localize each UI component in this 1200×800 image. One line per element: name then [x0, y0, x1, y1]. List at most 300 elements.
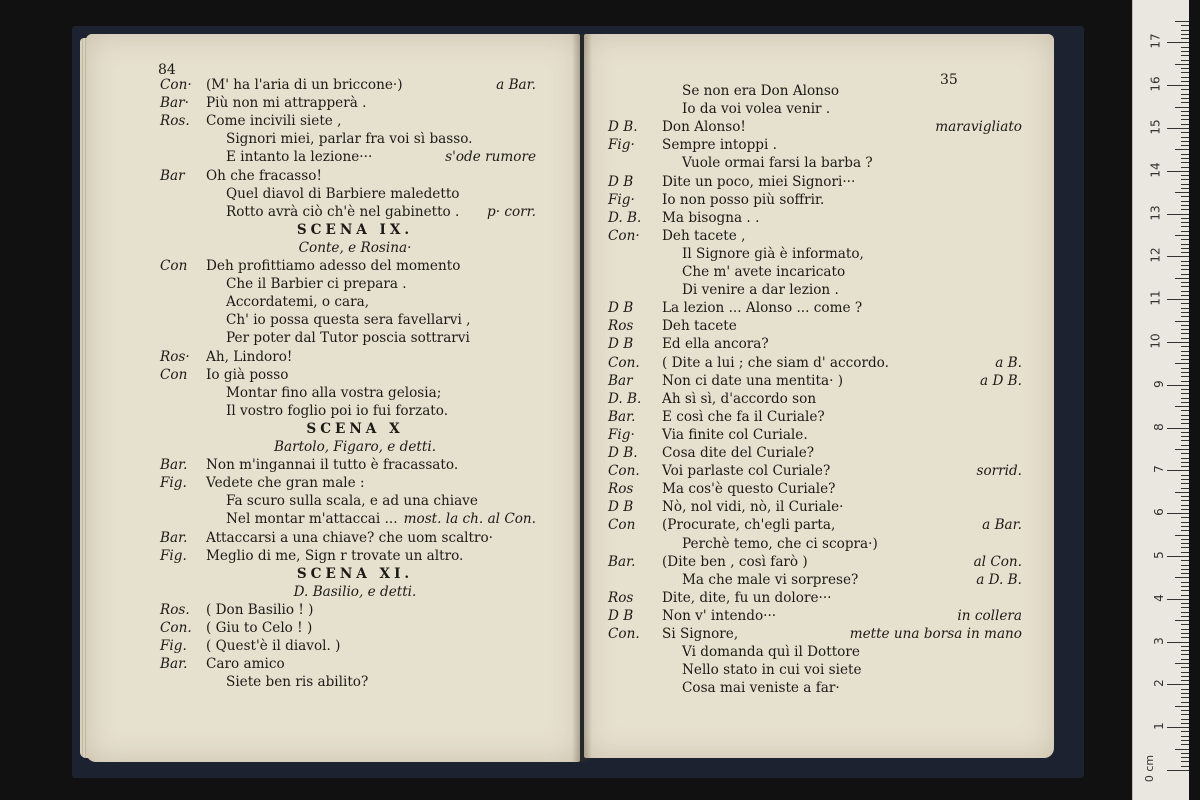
ruler-tick: [1167, 684, 1189, 685]
ruler-tick: [1167, 727, 1189, 728]
right_page-line: [608, 643, 860, 661]
ruler-tick: [1181, 689, 1189, 690]
ruler-tick: [1181, 654, 1189, 655]
ruler-tick: [1181, 637, 1189, 638]
ruler-tick: [1181, 714, 1189, 715]
ruler-tick: [1181, 445, 1189, 446]
speaker-label: Bar.: [160, 457, 188, 474]
ruler-tick: [1175, 535, 1189, 536]
dialogue-text: Attaccarsi a una chiave? che uom scaltro·: [206, 529, 493, 546]
dialogue-text: Ma cos'è questo Curiale?: [662, 481, 836, 498]
right_page-line: [608, 281, 839, 299]
speaker-label: Fig.: [160, 547, 187, 564]
ruler-tick: [1181, 239, 1189, 240]
stage-direction: a D B.: [980, 372, 1022, 389]
ruler-tick: [1181, 291, 1189, 292]
dialogue-text: E così che fa il Curiale?: [662, 408, 825, 425]
ruler-tick: [1181, 607, 1189, 608]
speaker-label: Ros: [608, 589, 634, 606]
ruler-tick: [1175, 235, 1189, 236]
ruler-tick: [1167, 513, 1189, 514]
speaker-label: Con.: [608, 463, 640, 480]
speaker-label: Con·: [160, 77, 192, 93]
ruler-tick: [1175, 406, 1189, 407]
ruler-number: 6: [1152, 508, 1167, 517]
ruler-tick: [1181, 624, 1189, 625]
right_page-line: [608, 227, 745, 245]
ruler-tick: [1181, 719, 1189, 720]
dialogue-text: E intanto la lezione···: [226, 149, 373, 166]
ruler-tick: [1181, 179, 1189, 180]
ruler-tick: [1181, 466, 1189, 467]
speaker-label: Con.: [608, 626, 640, 642]
ruler-tick: [1175, 192, 1189, 193]
left_page-line: [160, 529, 493, 547]
ruler-tick: [1181, 231, 1189, 232]
dialogue-text: Rotto avrà ciò ch'è nel gabinetto .: [226, 203, 460, 220]
ruler-tick: [1181, 398, 1189, 399]
ruler-tick: [1167, 770, 1189, 771]
ruler-tick: [1181, 603, 1189, 604]
ruler-tick: [1181, 500, 1189, 501]
ruler-tick: [1181, 94, 1189, 95]
stage-direction: a Bar.: [496, 77, 536, 93]
dialogue-text: Più non mi attrapperà .: [206, 95, 367, 112]
stage-direction: a B.: [995, 354, 1022, 371]
right_page-line: [608, 571, 858, 589]
dialogue-text: Ch' io possa questa sera favellarvi ,: [226, 312, 471, 329]
right_page-line: [608, 661, 862, 679]
dialogue-text: Cosa dite del Curiale?: [662, 445, 815, 461]
ruler-tick: [1181, 154, 1189, 155]
ruler-tick: [1175, 363, 1189, 364]
ruler-tick: [1181, 723, 1189, 724]
dialogue-text: Vedete che gran male :: [206, 475, 365, 492]
speaker-label: Ros: [608, 481, 634, 498]
dialogue-text: Meglio di me, Sign r trovate un altro.: [206, 547, 464, 564]
speaker-label: D B: [608, 336, 634, 353]
book-gutter: [572, 34, 592, 762]
ruler-number: 5: [1152, 551, 1167, 559]
left_page-line: [160, 384, 441, 402]
speaker-label: Con: [160, 258, 188, 274]
right_page-line: [608, 535, 878, 553]
left_page-line: [160, 510, 398, 528]
dialogue-text: Deh tacete: [662, 318, 737, 335]
ruler-tick: [1175, 107, 1189, 108]
ruler-tick: [1167, 256, 1189, 257]
ruler-tick: [1181, 547, 1189, 548]
ruler-number: 17: [1148, 33, 1163, 50]
dialogue-text: Deh tacete ,: [662, 227, 746, 244]
dialogue-text: Don Alonso!: [662, 119, 746, 136]
ruler-tick: [1181, 526, 1189, 527]
ruler-tick: [1181, 629, 1189, 630]
ruler-tick: [1181, 269, 1189, 270]
ruler-tick: [1181, 573, 1189, 574]
ruler-tick: [1175, 321, 1189, 322]
ruler-tick: [1181, 102, 1189, 103]
ruler-tick: [1181, 124, 1189, 125]
dialogue-text: Quel diavol di Barbiere maledetto: [226, 185, 460, 202]
ruler-tick: [1181, 633, 1189, 634]
ruler-tick: [1181, 517, 1189, 518]
dialogue-text: Cosa mai veniste a far·: [682, 680, 840, 697]
right_page-line: [608, 498, 843, 516]
scene-heading: SCENA XI.: [296, 565, 414, 582]
ruler-tick: [1181, 60, 1189, 61]
right_page-line: [608, 245, 864, 263]
ruler-tick: [1175, 577, 1189, 578]
ruler-tick: [1181, 188, 1189, 189]
ruler-tick: [1181, 68, 1189, 69]
dialogue-text: Che m' avete incaricato: [682, 264, 846, 280]
dialogue-text: Deh profittiamo adesso del momento: [206, 258, 461, 274]
dialogue-text: Ma che male vi sorprese?: [682, 571, 859, 588]
ruler-tick: [1181, 676, 1189, 677]
stage-direction: most. la ch. al Con.: [403, 511, 536, 528]
ruler-unit-label: 0 cm: [1142, 754, 1156, 783]
ruler-tick: [1181, 316, 1189, 317]
speaker-label: D. B.: [608, 390, 642, 407]
dialogue-text: Io già posso: [206, 366, 289, 383]
ruler-tick: [1167, 171, 1189, 172]
ruler-tick: [1167, 599, 1189, 600]
ruler-tick: [1181, 483, 1189, 484]
left_page-line: [160, 492, 478, 510]
ruler-tick: [1181, 389, 1189, 390]
ruler-tick: [1181, 667, 1189, 668]
right_page-line: [608, 317, 737, 335]
speaker-label: D B: [608, 300, 634, 317]
ruler-number: 11: [1148, 290, 1163, 306]
ruler-tick: [1181, 218, 1189, 219]
speaker-label: D B: [608, 607, 634, 624]
right_page-line: [608, 372, 843, 390]
ruler-tick: [1181, 410, 1189, 411]
left_page-line: [160, 112, 341, 130]
dialogue-text: Non m'ingannai il tutto è fracassato.: [206, 457, 459, 474]
scene-heading: SCENA IX.: [296, 221, 414, 238]
left_page-line: [160, 257, 460, 275]
stage-direction: a Bar.: [982, 517, 1022, 534]
ruler-tick: [1181, 432, 1189, 433]
right_page-line: [608, 390, 816, 408]
right_page-line: [608, 462, 830, 480]
left_page-line: [160, 673, 368, 691]
left_page-line: [160, 203, 459, 221]
ruler-tick: [1181, 252, 1189, 253]
left_page-line: [160, 221, 550, 239]
stage-direction: mette una borsa in mano: [849, 626, 1022, 642]
ruler-tick: [1181, 753, 1189, 754]
ruler-tick: [1181, 119, 1189, 120]
dialogue-text: Io non posso più soffrir.: [662, 191, 825, 208]
left_page-line: [160, 76, 403, 94]
ruler-tick: [1181, 646, 1189, 647]
ruler-tick: [1181, 359, 1189, 360]
ruler-tick: [1181, 201, 1189, 202]
ruler-number: 15: [1148, 119, 1163, 135]
dialogue-text: ( Don Basilio ! ): [206, 601, 314, 618]
ruler-tick: [1181, 586, 1189, 587]
ruler-tick: [1181, 496, 1189, 497]
ruler-tick: [1181, 672, 1189, 673]
ruler-number: 13: [1148, 204, 1163, 221]
right_page-line: [608, 173, 855, 191]
left_page-line: [160, 293, 369, 311]
ruler-tick: [1181, 766, 1189, 767]
ruler-tick: [1181, 77, 1189, 78]
left_page-line: [160, 167, 322, 185]
ruler-tick: [1181, 184, 1189, 185]
ruler-tick: [1175, 149, 1189, 150]
dialogue-text: Come incivili siete ,: [206, 113, 342, 130]
ruler-tick: [1181, 145, 1189, 146]
ruler-tick: [1181, 509, 1189, 510]
ruler-tick: [1181, 282, 1189, 283]
speaker-label: Con.: [608, 354, 640, 371]
speaker-label: D B: [608, 173, 634, 190]
right_page-line: [608, 118, 746, 136]
dialogue-text: Io da voi volea venir .: [682, 101, 831, 118]
ruler-tick: [1181, 137, 1189, 138]
speaker-label: Bar.: [160, 656, 188, 673]
dialogue-text: Ah sì sì, d'accordo son: [662, 390, 817, 407]
right_page-line: [608, 444, 814, 462]
dialogue-text: Vi domanda quì il Dottore: [682, 644, 860, 661]
ruler-number: 12: [1148, 247, 1163, 264]
ruler-tick: [1175, 706, 1189, 707]
dialogue-text: Montar fino alla vostra gelosia;: [226, 384, 442, 401]
speaker-label: Bar: [160, 167, 185, 184]
dialogue-text: Che il Barbier ci prepara .: [226, 276, 407, 293]
speaker-label: Ros.: [160, 601, 190, 618]
left_page-line: [160, 130, 472, 148]
left_page-line: [160, 275, 407, 293]
ruler-tick: [1181, 569, 1189, 570]
left_page-line: [160, 474, 365, 492]
left-page-number: 84: [158, 62, 176, 78]
ruler-tick: [1167, 385, 1189, 386]
stage-direction: s'ode rumore: [445, 149, 536, 166]
ruler-tick: [1181, 381, 1189, 382]
ruler-tick: [1181, 710, 1189, 711]
dialogue-text: Per poter dal Tutor poscia sottrarvi: [226, 330, 470, 347]
scene-characters: Bartolo, Figaro, e detti.: [273, 439, 437, 455]
scene-characters: D. Basilio, e detti.: [293, 583, 417, 600]
speaker-label: D B: [608, 499, 634, 516]
ruler-tick: [1181, 757, 1189, 758]
left_page-line: [160, 583, 550, 601]
right_page-line: [608, 136, 777, 154]
left_page-line: [160, 348, 292, 366]
ruler-tick: [1181, 244, 1189, 245]
ruler-tick: [1181, 312, 1189, 313]
speaker-label: Fig·: [608, 191, 635, 208]
right_page-line: [608, 625, 738, 643]
ruler-tick: [1181, 81, 1189, 82]
ruler-tick: [1181, 265, 1189, 266]
ruler-tick: [1181, 740, 1189, 741]
dialogue-text: Di venire a dar lezion .: [682, 282, 839, 299]
ruler-tick: [1175, 21, 1189, 22]
left_page-line: [160, 565, 550, 583]
ruler-tick: [1181, 659, 1189, 660]
ruler-tick: [1181, 539, 1189, 540]
ruler-tick: [1181, 440, 1189, 441]
dialogue-text: Dite, dite, fu un dolore···: [662, 589, 832, 606]
dialogue-text: Non ci date una mentita· ): [662, 372, 844, 389]
ruler-tick: [1167, 299, 1189, 300]
ruler-tick: [1181, 162, 1189, 163]
dialogue-text: (M' ha l'aria di un briccone·): [206, 77, 403, 93]
stage-direction: in collera: [957, 607, 1022, 624]
ruler-tick: [1175, 663, 1189, 664]
speaker-label: Bar·: [160, 95, 189, 112]
speaker-label: Con.: [160, 620, 192, 636]
ruler-number: 4: [1152, 593, 1167, 602]
ruler-tick: [1181, 38, 1189, 39]
ruler-tick: [1181, 34, 1189, 35]
ruler-tick: [1167, 642, 1189, 643]
ruler-number: 16: [1148, 76, 1163, 92]
left_page-line: [160, 637, 340, 655]
dialogue-text: Caro amico: [206, 656, 285, 673]
ruler-tick: [1181, 286, 1189, 287]
dialogue-text: Signori miei, parlar fra voi sì basso.: [226, 131, 473, 148]
ruler-tick: [1175, 620, 1189, 621]
speaker-label: Fig.: [160, 638, 187, 655]
dialogue-text: Accordatemi, o cara,: [226, 294, 370, 311]
ruler-tick: [1181, 590, 1189, 591]
ruler-tick: [1167, 214, 1189, 215]
left_page-line: [160, 148, 372, 166]
ruler-number: 3: [1152, 636, 1167, 645]
right_page-line: [608, 516, 835, 534]
dialogue-text: Si Signore,: [662, 626, 739, 642]
ruler-tick: [1175, 449, 1189, 450]
dialogue-text: Il Signore già è informato,: [682, 245, 864, 262]
ruler-tick: [1181, 462, 1189, 463]
left_page-line: [160, 655, 285, 673]
ruler-tick: [1167, 42, 1189, 43]
left_page-line: [160, 311, 470, 329]
ruler-tick: [1181, 274, 1189, 275]
speaker-label: Bar: [608, 372, 633, 389]
dialogue-text: Sempre intoppi .: [662, 137, 777, 154]
right_page-line: [608, 154, 873, 172]
right_page-line: [608, 335, 769, 353]
right_page-line: [608, 679, 840, 697]
measuring-ruler: [1132, 0, 1189, 800]
ruler-tick: [1181, 479, 1189, 480]
ruler-tick: [1181, 167, 1189, 168]
speaker-label: Bar.: [160, 529, 188, 546]
right_page-line: [608, 263, 845, 281]
ruler-tick: [1181, 89, 1189, 90]
ruler-tick: [1181, 736, 1189, 737]
ruler-tick: [1181, 355, 1189, 356]
ruler-tick: [1181, 731, 1189, 732]
ruler-tick: [1181, 115, 1189, 116]
ruler-tick: [1181, 209, 1189, 210]
speaker-label: Bar.: [608, 553, 636, 570]
ruler-tick: [1181, 761, 1189, 762]
ruler-tick: [1181, 346, 1189, 347]
speaker-label: Con: [160, 366, 188, 383]
ruler-tick: [1181, 338, 1189, 339]
right_page-line: [608, 553, 808, 571]
ruler-tick: [1181, 30, 1189, 31]
ruler-tick: [1181, 329, 1189, 330]
dialogue-text: Perchè temo, che ci scopra·): [682, 535, 878, 552]
ruler-tick: [1181, 744, 1189, 745]
dialogue-text: Fa scuro sulla scala, e ad una chiave: [226, 493, 478, 510]
ruler-tick: [1181, 132, 1189, 133]
ruler-tick: [1181, 693, 1189, 694]
ruler-tick: [1181, 175, 1189, 176]
ruler-tick: [1181, 543, 1189, 544]
speaker-label: Con: [608, 517, 636, 534]
ruler-tick: [1181, 51, 1189, 52]
ruler-tick: [1181, 205, 1189, 206]
dialogue-text: (Dite ben , così farò ): [662, 553, 808, 570]
left_page-line: [160, 402, 448, 420]
ruler-tick: [1181, 552, 1189, 553]
speaker-label: Fig·: [608, 137, 635, 154]
dialogue-text: Se non era Don Alonso: [682, 83, 840, 99]
stage-direction: maravigliato: [935, 119, 1022, 136]
ruler-tick: [1181, 303, 1189, 304]
speaker-label: Ros.: [160, 113, 190, 130]
ruler-number: 1: [1152, 722, 1167, 731]
dialogue-text: Ma bisogna . .: [662, 209, 760, 226]
speaker-label: D. B.: [608, 209, 642, 226]
speaker-label: Fig·: [608, 426, 635, 443]
ruler-tick: [1181, 25, 1189, 26]
dialogue-text: Via finite col Curiale.: [662, 426, 808, 443]
ruler-tick: [1175, 749, 1189, 750]
dialogue-text: ( Dite a lui ; che siam d' accordo.: [662, 354, 889, 371]
left_page-line: [160, 601, 314, 619]
ruler-tick: [1181, 697, 1189, 698]
left_page-line: [160, 547, 463, 565]
right_page-line: [608, 408, 825, 426]
ruler-tick: [1175, 64, 1189, 65]
right_page-line: [608, 191, 824, 209]
ruler-tick: [1181, 248, 1189, 249]
dialogue-text: Ed ella ancora?: [662, 336, 769, 353]
right_page-line: [608, 299, 862, 317]
right_page-line: [608, 100, 830, 118]
speaker-label: D B.: [608, 445, 638, 461]
ruler-tick: [1181, 261, 1189, 262]
speaker-label: Con·: [608, 227, 640, 244]
ruler-tick: [1181, 475, 1189, 476]
ruler-tick: [1181, 196, 1189, 197]
ruler-tick: [1181, 560, 1189, 561]
left_page-line: [160, 456, 458, 474]
ruler-tick: [1167, 342, 1189, 343]
dialogue-text: Non v' intendo···: [662, 607, 777, 624]
ruler-tick: [1181, 226, 1189, 227]
ruler-number: 14: [1148, 162, 1163, 178]
left_page-line: [160, 619, 312, 637]
ruler-tick: [1181, 222, 1189, 223]
ruler-tick: [1167, 128, 1189, 129]
ruler-number: 8: [1152, 422, 1167, 431]
